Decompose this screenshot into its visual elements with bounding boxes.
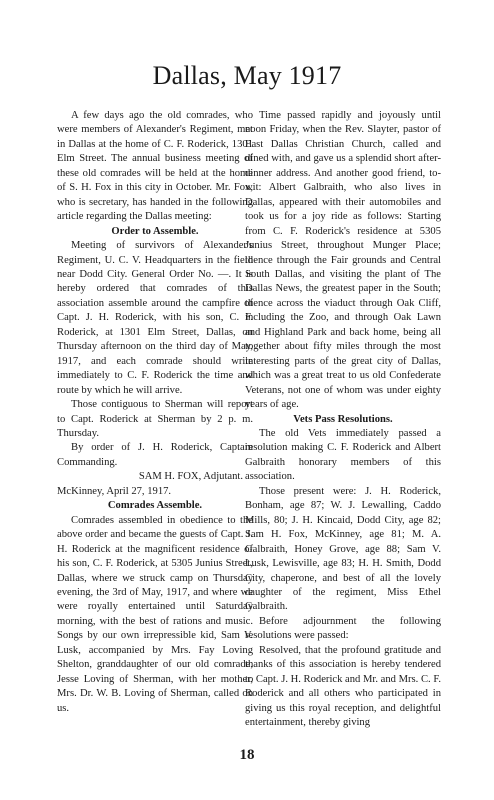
assemble-paragraph: Comrades assembled in obedience to the above order and became the guests of Capt. J. H. Roderick at the magnificent residence of his son, C. F. Roderick, at 5305 Junius Street, Dallas, where we struck camp on Thursday evening, the 3rd of May, 1917, and where we were royally entertained until Saturday morning, with the best of rations and music. Songs by our own irrepressible kid, Sam V. Lusk, accompanied by Mrs. Fay Loving Shelton, granddaughter of our old comrade, Jesse Loving of Sherman, with her mother, Mrs. Dr. W. B. Loving of Sherman, called on us. — [57, 514, 253, 714]
honorary-members-paragraph: The old Vets immediately passed a resolution making C. F. Roderick and Albert Galbraith honorary members of this association. — [245, 427, 441, 483]
adjournment-paragraph: Before adjournment the following resolutions were passed: — [245, 615, 441, 642]
page-title: Dallas, May 1917 — [152, 61, 342, 90]
resolved-paragraph: Resolved, that the profound gratitude and thanks of this association is hereby tendered to Capt. J. H. Roderick and Mr. and Mrs. C. F. Roderick and all others who participated in giving us this royal reception, and delightful entertainment, thereby giving — [245, 644, 442, 729]
left-column — [57, 109, 253, 716]
section-heading-assemble: Comrades Assemble. — [107, 500, 203, 512]
section-heading-resolutions: Vets Pass Resolutions. — [293, 413, 393, 425]
place-date-line: McKinney, April 27, 1917. — [57, 485, 172, 497]
page-number: 18 — [239, 747, 255, 763]
right-column — [245, 109, 441, 730]
joy-ride-paragraph: Time passed rapidly and joyously until noon Friday, when the Rev. Slayter, pastor of East Dallas Christian Church, called and dined with, and gave us a splendid short after-dinner address. And another good friend, to-wit: Albert Galbraith, who also lives in Dallas, appeared with their automobiles and took us for a joy ride as follows: Starting from C. F. Roderick's residence at 5305 Junius Street, throughout Munger Place; thence through the Fair grounds and Central South Dallas, and visiting the plant of The Dallas News, the greatest paper in the South; thence across the viaduct through Oak Cliff, including the Zoo, and through Oak Lawn and Highland Park and back home, being all together about fifty miles through the most interesting parts of the great city of Dallas, which was a great treat to us old Confederate Veterans, not one of whom was under eighty years of age. — [245, 110, 441, 411]
adjutant-signature: SAM H. FOX, Adjutant. — [138, 471, 243, 483]
order-paragraph: Meeting of survivors of Alexander's Regiment, U. C. V. Headquarters in the field near Dodd City. General Order No. —. It is hereby ordered that comrades of this association assemble around the campfire of Capt. J. H. Roderick, with his son, C. F. Roderick, at 1301 Elm Street, Dallas, on Thursday afternoon on the third day of May, 1917, and each comrade should write immediately to C. F. Roderick the time and route by which he will arrive. — [57, 240, 253, 396]
attendees-paragraph: Those present were: J. H. Roderick, Bonham, age 87; W. J. Lewalling, Caddo Mills, 80; J. H. Kincaid, Dodd City, age 82; Sam H. Fox, McKinney, age 81; M. A. Galbraith, Honey Grove, age 88; Sam V. Lusk, Lewisville, age 83; H. H. Smith, Dodd City, chaperone, and best of all the lovely daughter of the regiment, Miss Ethel Galbraith. — [245, 485, 441, 613]
sherman-paragraph: Those contiguous to Sherman will report to Capt. Roderick at Sherman by 2 p. m. Thursday. — [57, 399, 253, 439]
section-heading-order: Order to Assemble. — [111, 225, 199, 237]
intro-paragraph: A few days ago the old comrades, who were members of Alexander's Regiment, met in Dallas at the home of C. F. Roderick, 1301 Elm Street. The annual business meeting of these old comrades will be held at the home of S. H. Fox in this city in October. Mr. Fox, who is secretary, has handed in the following article regarding the Dallas meeting: — [57, 110, 253, 223]
by-order-paragraph: By order of J. H. Roderick, Captain Commanding. — [57, 442, 253, 468]
